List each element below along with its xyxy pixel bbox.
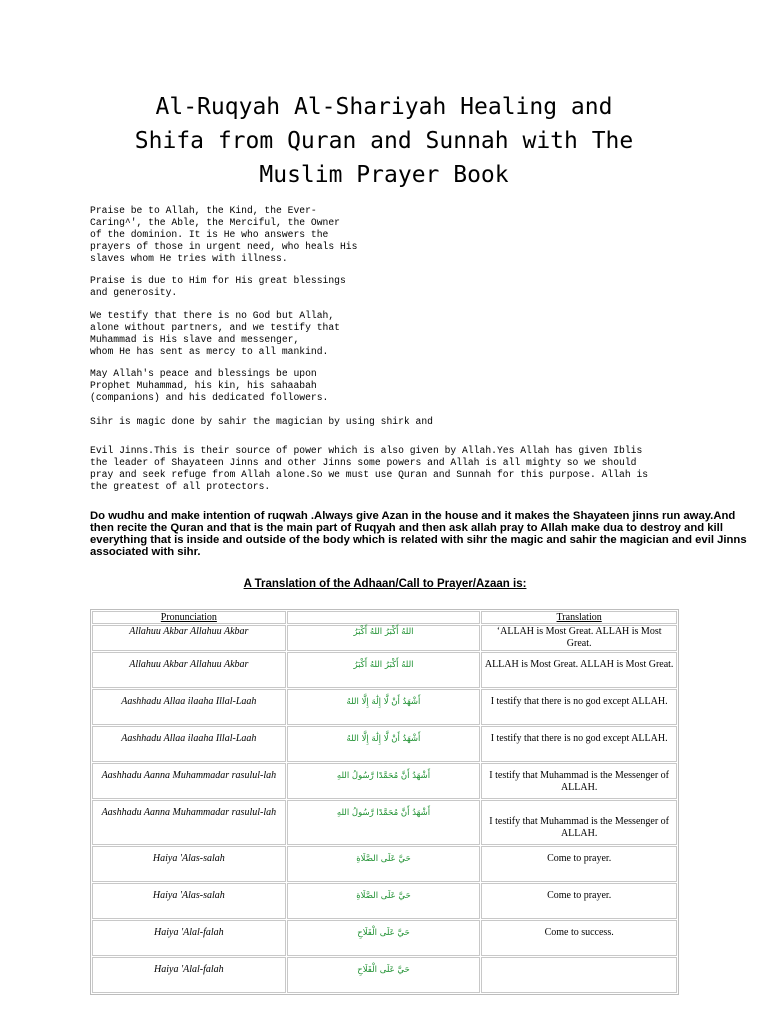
instruction-line: Do wudhu and make intention of ruqwah .Always give Azan in the house and it makes the Shayateen jinns run away.And — [90, 510, 736, 522]
title-line: Shifa from Quran and Sunnah with The — [134, 128, 634, 154]
table-row — [92, 763, 677, 799]
arabic-cell: أَشْهَدُ أَنَّ مُحَمَّدًا رَّسُولُ اللهِ — [287, 763, 481, 799]
ruqyah-instructions — [90, 510, 747, 558]
table-row — [92, 689, 677, 725]
translation-cell: I testify that there is no god except ALLAH. — [481, 726, 677, 762]
header-arabic — [287, 611, 481, 624]
table-row — [92, 846, 677, 882]
translation-cell: I testify that there is no god except ALLAH. — [481, 689, 677, 725]
title-line: Al-Ruqyah Al-Shariyah Healing and — [155, 94, 613, 120]
table-row — [92, 800, 677, 845]
header-pronunciation: Pronunciation — [92, 611, 286, 624]
header-translation: Translation — [481, 611, 677, 624]
arabic-cell: أَشْهَدُ أَنَّ مُحَمَّدًا رَّسُولُ اللهِ — [287, 800, 481, 845]
praise-paragraph: Praise be to Allah, the Kind, the Ever- Caring^', the Able, the Merciful, the Owner of the dominion. It is He who answers the prayers of those in urgent need, who heals His slaves whom He tries with illness. — [90, 205, 358, 264]
translation-cell: ‘ALLAH is Most Great. ALLAH is Most Great. — [481, 625, 677, 651]
arabic-cell: حَيَّ عَلَى الصَّلَاةِ — [287, 846, 481, 882]
arabic-cell: اللهُ أَكْبَرُ اللهُ أَكْبَرُ — [287, 625, 481, 651]
pronunciation-cell: Haiya 'Alas-salah — [92, 883, 286, 919]
translation-cell: Come to prayer. — [481, 846, 677, 882]
sihr-paragraph: Sihr is magic done by sahir the magician by using shirk and — [90, 416, 433, 427]
instruction-line: associated with sihr. — [90, 546, 201, 558]
pronunciation-cell: Haiya 'Alal-falah — [92, 957, 286, 993]
jinns-paragraph: Evil Jinns.This is their source of power which is also given by Allah.Yes Allah has given Iblis the leader of Shayateen Jinns and other Jinns some powers and Allah is all mighty so we should pray and seek refuge from Allah alone.So we must use Quran and Sunnah for this purpose. Allah is the greatest of all protectors. — [90, 445, 649, 492]
arabic-cell: اللهُ أَكْبَرُ اللهُ أَكْبَرُ — [287, 652, 481, 688]
blessings-paragraph: Praise is due to Him for His great blessings and generosity. — [90, 275, 346, 298]
adhaan-table — [90, 609, 679, 995]
translation-cell: ALLAH is Most Great. ALLAH is Most Great. — [481, 652, 677, 688]
pronunciation-cell: Aashhadu Allaa ilaaha Illal-Laah — [92, 689, 286, 725]
translation-cell: Come to success. — [481, 920, 677, 956]
testimony-paragraph: We testify that there is no God but Allah, alone without partners, and we testify that Muhammad is His slave and messenger, whom He has sent as mercy to all mankind. — [90, 310, 340, 357]
table-row — [92, 652, 677, 688]
pronunciation-cell: Allahuu Akbar Allahuu Akbar — [92, 625, 286, 651]
table-row — [92, 625, 677, 651]
arabic-cell: أَشْهَدُ أَنْ لَّا إِلَٰهَ إِلَّا اللهُ — [287, 689, 481, 725]
pronunciation-cell: Aashhadu Aanna Muhammadar rasulul-lah — [92, 800, 286, 845]
translation-cell: Come to prayer. — [481, 883, 677, 919]
salutation-paragraph: May Allah's peace and blessings be upon Prophet Muhammad, his kin, his sahaabah (companions) and his dedicated followers. — [90, 368, 329, 403]
arabic-cell: أَشْهَدُ أَنْ لَّا إِلَٰهَ إِلَّا اللهُ — [287, 726, 481, 762]
table-row — [92, 920, 677, 956]
translation-cell: I testify that Muhammad is the Messenger of ALLAH. — [481, 763, 677, 799]
table-row — [92, 957, 677, 993]
table-header-row — [92, 611, 677, 624]
arabic-cell: حَيَّ عَلَى الْفَلَاحِ — [287, 920, 481, 956]
pronunciation-cell: Haiya 'Alas-salah — [92, 846, 286, 882]
pronunciation-cell: Allahuu Akbar Allahuu Akbar — [92, 652, 286, 688]
translation-cell: I testify that Muhammad is the Messenger of ALLAH. — [481, 800, 677, 845]
arabic-cell: حَيَّ عَلَى الْفَلَاحِ — [287, 957, 481, 993]
table-row — [92, 726, 677, 762]
translation-cell — [481, 957, 677, 993]
pronunciation-cell: Haiya 'Alal-falah — [92, 920, 286, 956]
title-line: Muslim Prayer Book — [259, 162, 509, 188]
instruction-line: everything that is inside and outside of the body which is related with sihr the magic and sahir the magician and evil Jinns — [90, 534, 747, 546]
table-row — [92, 883, 677, 919]
arabic-cell: حَيَّ عَلَى الصَّلَاةِ — [287, 883, 481, 919]
table-caption: A Translation of the Adhaan/Call to Prayer/Azaan is: — [243, 578, 527, 590]
instruction-line: then recite the Quran and that is the main part of Ruqyah and then ask allah pray to Allah make dua to destroy and kill — [90, 522, 723, 534]
document-title — [60, 90, 708, 192]
pronunciation-cell: Aashhadu Aanna Muhammadar rasulul-lah — [92, 763, 286, 799]
pronunciation-cell: Aashhadu Allaa ilaaha Illal-Laah — [92, 726, 286, 762]
